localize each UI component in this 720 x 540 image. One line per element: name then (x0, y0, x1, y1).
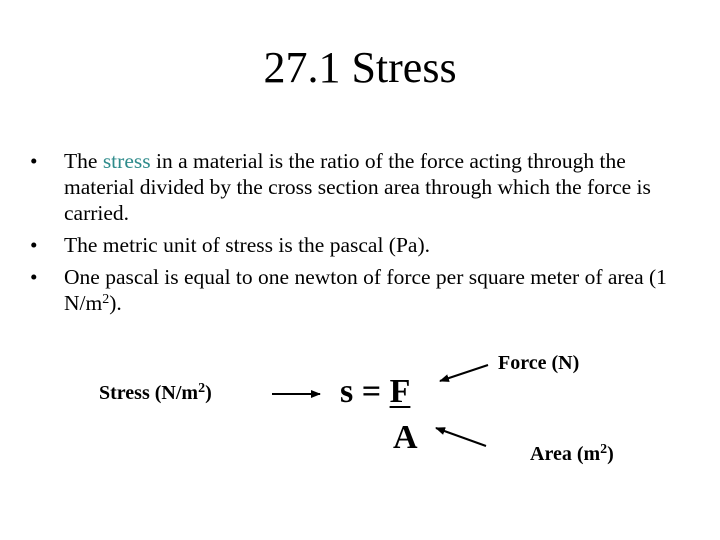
bullet-text: One pascal is equal to one newton of force per square meter of area (1 N/m (64, 265, 667, 315)
arrow-from-area (436, 428, 486, 446)
bullet-text: in a material is the ratio of the force acting through the material divided by the cross section area through which the force is carried. (64, 149, 651, 225)
formula-denominator: A (393, 419, 418, 456)
area-label-text: Area (m (530, 443, 601, 465)
bullet-marker: • (30, 265, 38, 289)
force-unit-label: Force (N) (498, 352, 580, 374)
area-label-end: ) (607, 443, 614, 465)
bullet-text: The (64, 149, 103, 173)
bullet-text: ). (109, 291, 122, 315)
bullet-text: The metric unit of stress is the pascal (Pa). (64, 233, 430, 257)
stress-label-text: Stress (N/m (99, 382, 199, 404)
formula-lhs: s = (340, 373, 390, 410)
bullet-marker: • (30, 149, 38, 173)
formula-numerator: F (389, 373, 411, 410)
superscript: 2 (600, 442, 608, 457)
slide-title: 27.1 Stress (263, 43, 457, 92)
bullet-marker: • (30, 233, 38, 257)
superscript: 2 (102, 292, 110, 307)
highlighted-term: stress (102, 149, 151, 173)
superscript: 2 (198, 381, 206, 396)
arrow-from-force (440, 365, 488, 381)
stress-label-end: ) (205, 382, 212, 404)
